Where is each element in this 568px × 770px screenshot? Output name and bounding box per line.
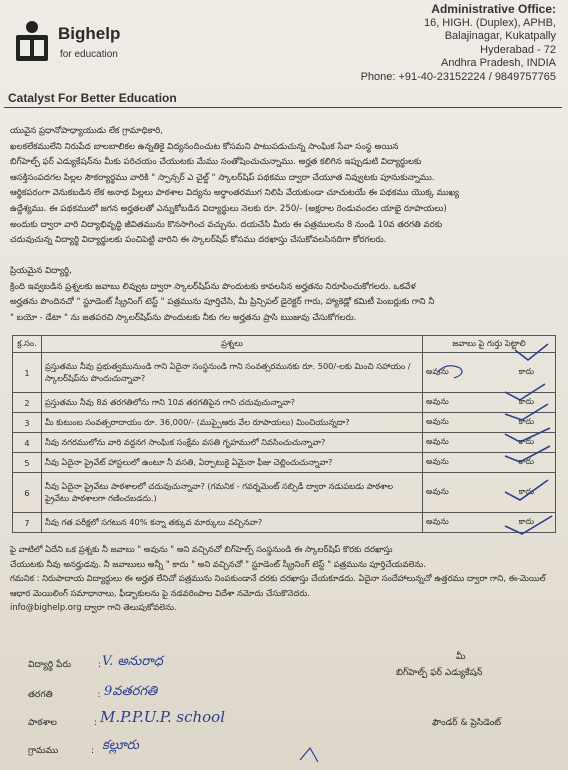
row-question: ప్రస్తుతము నీవు 8వ తరగతిలోను గాని 10వ తరగతిపైన గాని చదువుచున్నావా? [42,393,423,413]
brand-name: Bighelp [58,24,121,43]
answer-cell[interactable] [423,353,556,393]
answer-yes[interactable]: అవును [426,417,449,426]
answer-cell[interactable] [423,453,556,473]
table-row [13,453,556,473]
answer-no[interactable]: కాదు [518,367,534,376]
table-row [13,353,556,393]
org-signature: బిగ్‌హెల్ప్ ఫర్ ఎడ్యుకేషన్ [396,668,483,678]
school-field[interactable]: పాఠశాల : [28,718,97,728]
answer-yes[interactable]: అవును [426,367,449,376]
questions-table [12,335,556,533]
col-num-header: క్ర.సం. [13,336,42,353]
intro-line: చదువుచున్న విద్యార్థి విద్యార్థులకు పంచిపెట్టి వారిని ఈ స్కాలర్‌షిప్ కోసము దరఖాస్తు చేసుకోవలసినదిగా కోరగలరు. [10,235,387,246]
answer-cell[interactable] [423,473,556,513]
office-address [361,3,556,84]
office-line: Andhra Pradesh, INDIA [441,57,556,69]
answer-no[interactable]: కాదు [518,487,534,496]
footer-line: చేయుటకు నీవు అనర్హుడవు. నీ జవాబులు అన్నీ " కాదు " అని వచ్చినచో " స్టూడెంట్ స్క్రీనింగ్ టెస్ట్ " పత్రమును పూర్తిచేయవలెను. [10,558,426,569]
col-question-header: ప్రశ్నలు [42,336,423,353]
answer-cell[interactable] [423,393,556,413]
answer-yes[interactable]: అవును [426,437,449,446]
office-line: 16, HIGH. (Duplex), APHB, [423,16,556,29]
office-phone: Phone: +91-40-23152224 / 9849757765 [360,70,556,83]
footer-paragraph [10,542,558,615]
class-field[interactable]: తరగతి : [28,690,101,700]
school-value[interactable]: M.P.P.U.P. school [100,708,226,726]
row-num: 7 [13,513,42,533]
founder-title: ఫౌండర్ & ప్రెసిడెంట్ [432,718,502,728]
answer-yes[interactable]: అవును [426,397,449,406]
regards-text: మీ [456,652,466,662]
field-label: పాఠశాల [28,718,57,728]
office-line: Balajinagar, Kukatpally [444,30,556,42]
table-row [13,473,556,513]
student-line: " బయో - డేటా " ను జతపరచి స్కాలర్‌షిప్‌ను పొందుటకు నీకు గల అర్హతను ప్రాసి ఋజువు చేసుకోగలరు. [10,312,357,323]
row-num: 4 [13,433,42,453]
answer-yes[interactable]: అవును [426,517,449,526]
answer-no[interactable]: కాదు [518,397,534,406]
footer-email-line: info@bighelp.org ద్వారా గాని తెలుపుకోవలెను. [10,602,177,612]
row-question: నీవు ఏదైనా ప్రైవేటు పాఠశాలలో చదువుచున్నావా? (గమనిక - గవర్నమెంట్ సబ్సిడీ ద్వారా నడుపబడు పాఠశాల ప్రైవేటు పాఠశాలగా గణించబడదు.) [42,473,423,513]
answer-yes[interactable]: అవును [426,487,449,496]
office-line: Hyderabad - 72 [480,43,556,56]
header-divider [4,107,562,108]
village-field[interactable]: గ్రామము : [28,746,95,756]
answer-no[interactable]: కాదు [518,417,534,426]
answer-no[interactable]: కాదు [518,437,534,446]
row-num: 1 [13,353,42,393]
table-row [13,413,556,433]
tagline: Catalyst For Better Education [8,91,177,105]
row-question: ప్రస్తుతము నీవు ప్రభుత్వమునుండి గాని ఏదైనా సంస్థనుండి గాని సంవత్సరమునకు రూ. 500/-లకు మించి సహాయం / స్కాలర్‌షిప్‌ను పొందుచున్నావా? [42,353,423,393]
row-question: నీవు నగరములోను వారి వద్దనగ సాంఘిక సంక్షేమ వసతి గృహములో నివసించుచున్నావా? [42,433,423,453]
village-value[interactable]: కల్లూరు [102,738,139,753]
row-num: 5 [13,453,42,473]
row-num: 6 [13,473,42,513]
row-num: 3 [13,413,42,433]
office-title: Administrative Office: [431,2,556,16]
answer-no[interactable]: కాదు [518,457,534,466]
table-row [13,513,556,533]
footer-line: పై వాటిలో ఏదేని ఒక ప్రశ్నకు నీ జవాబు " అవును " అని వచ్చినచో బిగ్‌హెల్ప్ సంస్థనుండి ఈ స్కాలర్‌షిప్ కొరకు దరఖాస్తు [10,544,393,554]
field-label: తరగతి [28,690,53,700]
student-paragraph [10,264,558,326]
col-answer-header: జవాబు పై గుర్తు పెట్టాలి [423,336,556,353]
table-row [13,433,556,453]
field-label: గ్రామము [28,746,59,756]
intro-line: ఆర్థికపరంగా వెనుకబడిన లేక అనాథ పిల్లలు పాఠశాల విద్యను అర్ధాంతరముగ నిలిపి వేయకుండా చూచుటయే ఈ పథకము యొక్క ముఖ్య [10,188,460,199]
intro-line: ఆసక్తిసంపదగల పిల్లల సౌకర్యార్థము వారికి " స్పాన్సర్ ఎ చైల్డ్ " స్కాలర్‌షిప్ పథకము ద్వారా చేయూత నివ్వుటకు పూనుకున్నాము. [10,172,435,183]
row-question: నీవు ఏదైనా ప్రైవేట్ హాస్టలులో ఉంటూ నీ వసతి, ఏర్పాటుకై ఏమైనా ఫీజు చెల్లించుచున్నావా? [42,453,423,473]
table-header-row [13,336,556,353]
class-value[interactable]: 9వతరగతి [104,684,158,699]
intro-line: ఖలకలేకములేని నిరుపేద బాలబాలికల ఉన్నతికై విద్యనందించుట కోసమని పాటుపడుచున్న సాంఘిక సేవా సంస్థ అయిన [10,141,399,152]
answer-yes[interactable]: అవును [426,457,449,466]
student-name-field[interactable]: విద్యార్థి పేరు : [28,660,101,670]
answer-cell[interactable] [423,433,556,453]
intro-line: అందుకు ద్వారా వారి విద్యాభివృద్ధి జీవితమును కొనసాగించ వచ్చును. దయచేసి మీరు ఈ పత్రములను 8 నుండి 10వ తరగతి వరకు [10,219,443,230]
student-line: క్రింది ఇవ్వబడిన ప్రశ్నలకు జవాబు లివ్వుట ద్వారా స్కాలర్‌షిప్‌ను పొందుటకు కావలసిన అర్హతను నిరూపించుకోగలరు. ఒకవేళ [10,281,416,292]
scribble-icon [300,748,318,762]
intro-line: ఉద్దేశ్యము. ఈ పథకములో జగన అర్హతలతో ఎన్నుకోబడిన విద్యార్థులు నెలకు రూ. 250/- (అక్షరాల రెండువందల యాభై రూపాయలు) [10,203,447,214]
table-row [13,393,556,413]
brand-subtitle: for education [60,49,118,60]
intro-salutation: యువైన ప్రధానోపాధ్యాయుడు లేక గ్రామాధికారి, [10,126,163,136]
answer-no[interactable]: కాదు [518,517,534,526]
intro-line: బిగ్‌హెల్ప్ ఫర్ ఎడ్యుకేషన్‌ను మీకు పరిచయం చేయుటకు మేము సంతోషించుచున్నాము. అర్హత కలిగిన ఇప్పుడుటి విద్యార్థులకు [10,157,422,168]
row-question: నీవు గత పరీక్షలో సగటున 40% కన్నా తక్కువ మార్కులు వచ్చినవా? [42,513,423,533]
student-line: అర్హతను పొందినచో " స్టూడెంట్ స్క్రీనింగ్ టెస్ట్ " పత్రమును పూర్తిచేసి, మీ ప్రిన్సిపల్ డైరెక్టర్ గారు, హ్యాకెడ్లో కమిటీ పెంబర్లుకు గాని నీ [10,297,435,308]
row-num: 2 [13,393,42,413]
intro-paragraph [10,124,558,249]
footer-line: గమనిక : నిరుపాదాయ విద్యార్థులు ఈ అర్హత లేనిచో పత్రమును నింపకుండానే దరకు దరఖాస్తు చేయకూడదు. ఏదైనా సందేహాలున్నచో ఉత్తరము ద్వారా గాని, ఈ-మెయిల్ [10,573,546,583]
student-salutation: ప్రియమైన విద్యార్థి, [10,266,72,276]
answer-cell[interactable] [423,413,556,433]
bighelp-logo-icon [12,20,52,62]
answer-cell[interactable] [423,513,556,533]
field-label: విద్యార్థి పేరు [28,660,71,670]
student-name-value[interactable]: V. అనురాధ [102,654,163,669]
row-question: మీ కుటుంబ సంవత్సరాదాయం రూ. 36,000/- (ముప్పైఆరు వేల రూపాయలు) మించియున్నదా? [42,413,423,433]
footer-line: ఆధార మెయిలింగ్ సమాధానాలు, ఫీడ్బాకులను పై నడవరింపాల విదేశా నమోదు చేసుకొనెదరు. [10,587,310,598]
